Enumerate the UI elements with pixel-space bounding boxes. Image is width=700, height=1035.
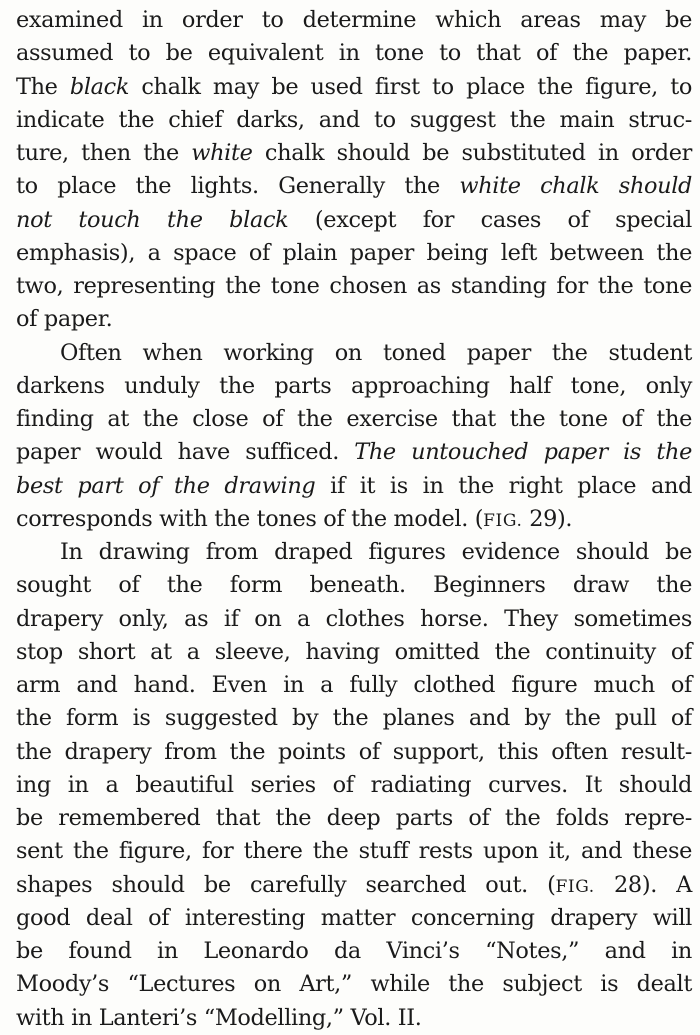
text-line	[16, 769, 692, 802]
text-line	[16, 702, 692, 735]
text-line	[16, 470, 692, 503]
text-run: sought of the form beneath. Beginners draw the	[16, 572, 692, 599]
text-line	[16, 869, 692, 902]
fig-reference: FIG.	[555, 876, 595, 897]
text-line	[16, 968, 692, 1001]
text-run: Moody’s “Lectures on Art,” while the subject is dealt	[16, 971, 692, 998]
italic-text: white chalk should	[459, 173, 693, 200]
text-run: ture, then the	[16, 140, 192, 166]
text-run: corresponds with the tones of the model. (	[16, 505, 484, 532]
text-line	[16, 835, 692, 868]
text-line	[16, 736, 692, 769]
text-run: of paper.	[16, 306, 113, 333]
text-line	[60, 337, 692, 370]
text-run: 28). A	[594, 871, 692, 898]
text-run: the drapery from the points of support, this often result-	[16, 738, 692, 765]
text-run: In drawing from draped figures evidence should be	[60, 539, 692, 565]
text-run: assumed to be equivalent in tone to that of the paper.	[16, 40, 692, 67]
text-line	[16, 204, 692, 237]
text-run: be found in Leonardo da Vinci’s “Notes,” and in	[16, 938, 692, 964]
italic-text: best part of the drawing	[16, 472, 316, 499]
text-line	[16, 104, 692, 137]
text-line	[16, 237, 692, 270]
text-run: stop short at a sleeve, having omitted the continuity of	[16, 638, 692, 665]
text-line	[16, 270, 692, 303]
italic-text: black	[69, 73, 130, 100]
text-line	[16, 303, 692, 336]
text-run: with in Lanteri’s “Modelling,” Vol. II.	[16, 1004, 422, 1031]
text-line	[16, 569, 692, 602]
text-line	[16, 902, 692, 935]
text-line	[16, 403, 692, 436]
text-line	[16, 636, 692, 669]
text-run: finding at the close of the exercise that the tone of the	[16, 406, 692, 432]
italic-text: white	[191, 140, 253, 166]
text-line	[16, 137, 692, 170]
text-line	[16, 802, 692, 835]
text-run: the form is suggested by the planes and by the pull of	[16, 705, 692, 732]
text-run: (except for cases of special	[288, 206, 692, 233]
text-run: indicate the chief darks, and to suggest the main struc-	[16, 106, 692, 133]
text-line	[60, 536, 692, 569]
text-line	[16, 4, 692, 37]
text-run: drapery only, as if on a clothes horse. They sometimes	[16, 605, 692, 632]
text-line	[16, 436, 692, 469]
text-line	[16, 503, 692, 536]
text-line	[16, 170, 692, 203]
text-run: arm and hand. Even in a fully clothed figure much of	[16, 672, 692, 698]
text-line	[16, 603, 692, 636]
text-run: emphasis), a space of plain paper being left between the	[16, 239, 692, 266]
text-run: examined in order to determine which areas may be	[16, 7, 692, 33]
text-run: if it is in the right place and	[315, 472, 692, 499]
text-run: to place the lights. Generally the	[16, 173, 460, 200]
text-run: chalk should be substituted in order	[252, 140, 692, 166]
text-run: chalk may be used first to place the figure, to	[129, 73, 692, 100]
text-run: sent the figure, for there the stuff rests upon it, and these	[16, 838, 692, 865]
text-run: be remembered that the deep parts of the folds repre-	[16, 805, 692, 831]
fig-reference: FIG.	[483, 510, 523, 531]
text-line	[16, 71, 692, 104]
text-run: ing in a beautiful series of radiating curves. It should	[16, 771, 692, 798]
text-run: Often when working on toned paper the student	[60, 339, 692, 366]
text-run: shapes should be carefully searched out. (	[16, 871, 556, 898]
text-line	[16, 37, 692, 70]
text-line	[16, 935, 692, 968]
text-run: paper would have sufficed.	[16, 439, 355, 466]
text-line	[16, 370, 692, 403]
text-line	[16, 1002, 692, 1035]
italic-text: not touch the black	[16, 206, 289, 233]
text-line	[16, 669, 692, 702]
text-run: The	[16, 73, 70, 100]
text-run: darkens unduly the parts approaching half tone, only	[16, 372, 692, 399]
text-run: good deal of interesting matter concerning drapery will	[16, 904, 692, 931]
text-run: two, representing the tone chosen as standing for the tone	[16, 273, 692, 299]
text-run: 29).	[522, 505, 573, 532]
italic-text: The untouched paper is the	[354, 439, 692, 466]
